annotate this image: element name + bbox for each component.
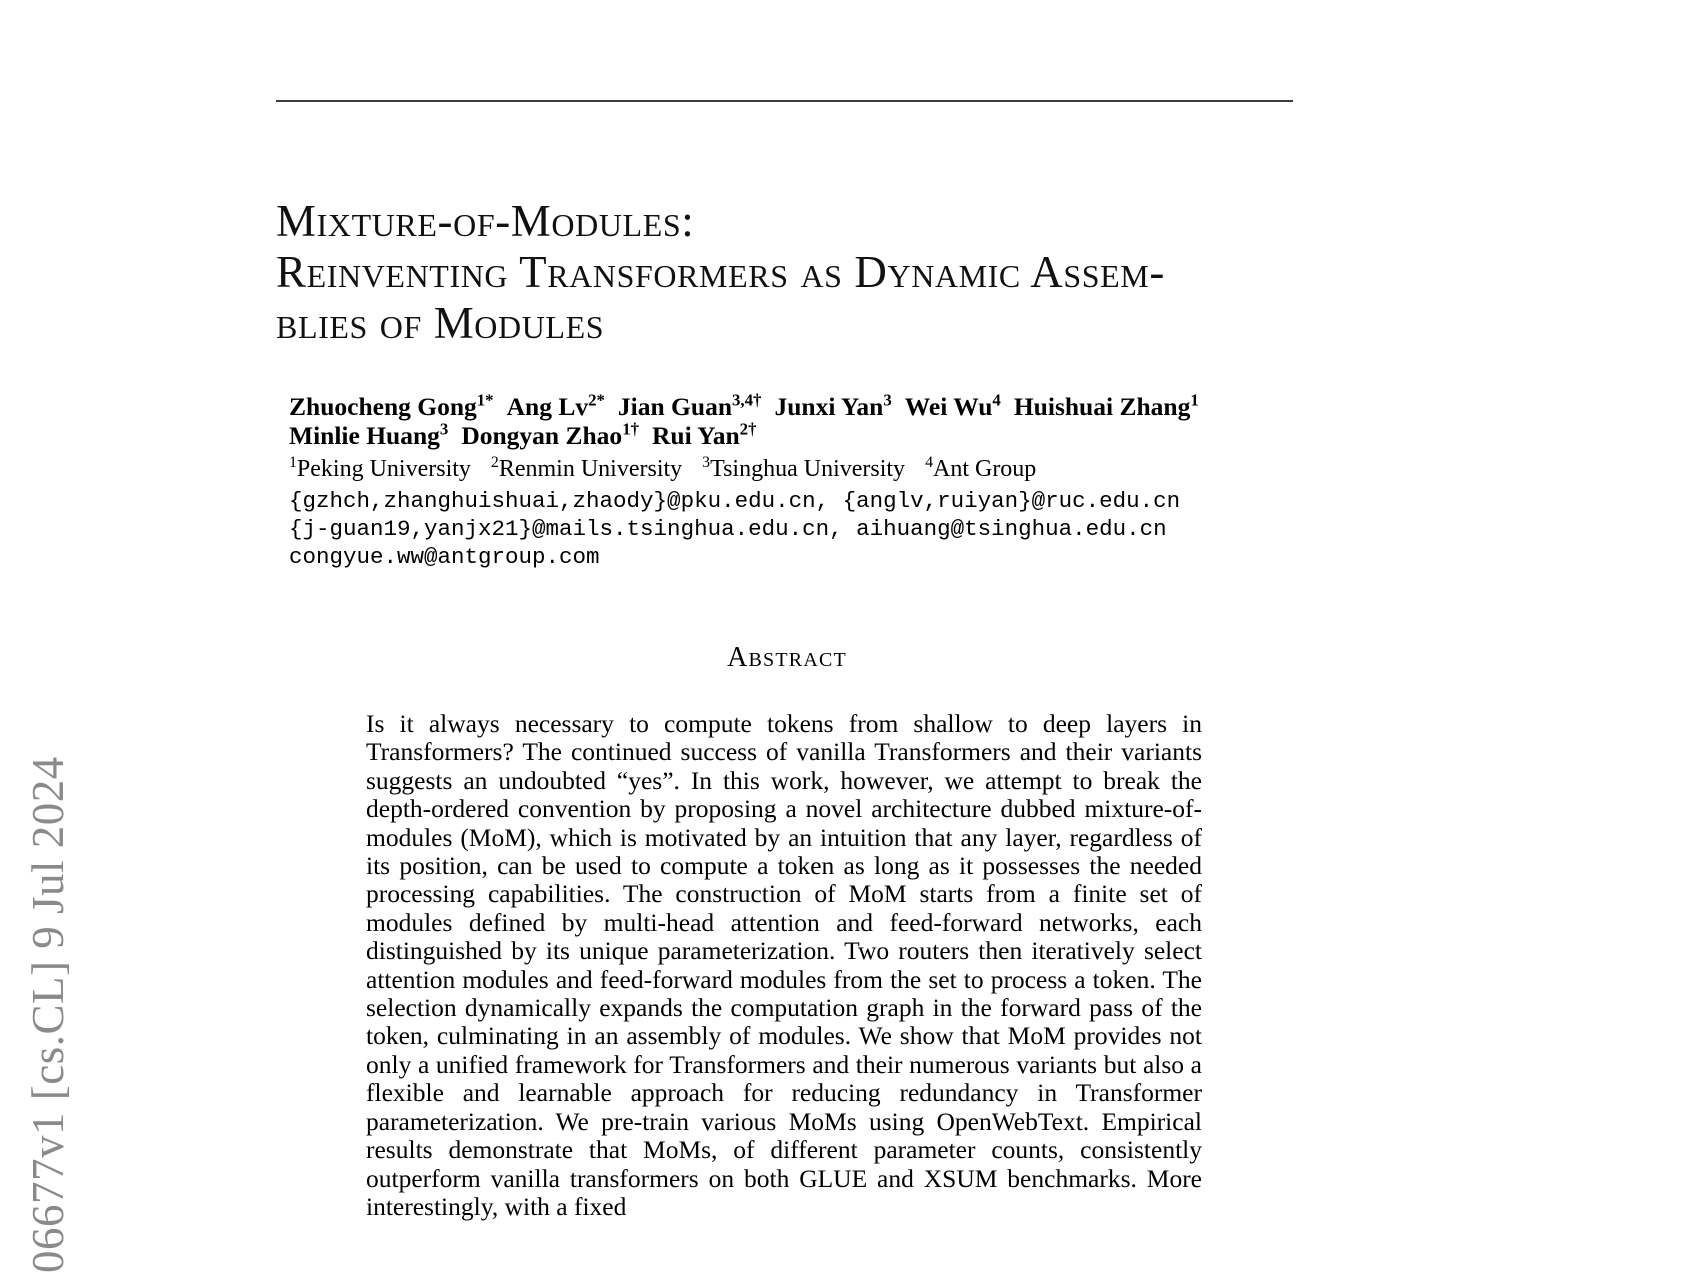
abstract-paragraph: Is it always necessary to compute tokens from shallow to deep layers in Transformers? The continued success of vanilla Transformers and their variants suggests an undoubted “yes”. In this work, however, we attempt to break the depth-ordered convention by proposing a novel architecture dubbed mixture-of-modules (MoM), which is motivated by an intuition that any layer, regardless of its position, can be used to compute a token as long as it possesses the needed processing capabilities. The construction of MoM starts from a finite set of modules defined by multi-head attention and feed-forward networks, each distinguished by its unique parameterization. Two routers then iteratively select attention modules and feed-forward modules from the set to process a token. The selection dynamically expands the computation graph in the forward pass of the token, culminating in an assembly of modules. We show that MoM provides not only a unified framework for Transformers and their numerous variants but also a flexible and learnable approach for reducing redundancy in Transformer parameterization. We pre-train various MoMs using OpenWebText. Empirical results demonstrate that MoMs, of different parameter counts, consistently outperform vanilla transformers on both GLUE and XSUM benchmarks. More interestingly, with a fixed (366, 709, 1202, 1221)
author-name: Minlie Huang (289, 421, 440, 450)
author-affiliation-marker: 1* (476, 390, 494, 410)
header-rule (276, 100, 1293, 102)
title-line-1: Mixture-of-Modules: (276, 196, 695, 246)
affiliation-name: Peking University (296, 456, 471, 482)
title-line-3: blies of Modules (276, 298, 605, 348)
email-line-2[interactable]: {j-guan19,yanjx21}@mails.tsinghua.edu.cn, aihuang@tsinghua.edu.cn (289, 516, 1167, 542)
email-line-3[interactable]: congyue.ww@antgroup.com (289, 544, 600, 570)
author-name: Junxi Yan (774, 392, 884, 421)
title-line-2: Reinventing Transformers as Dynamic Assem- (276, 247, 1165, 297)
affiliation-marker: 1 (289, 454, 297, 471)
abstract-body (366, 710, 1202, 1221)
email-block (289, 487, 1299, 571)
author-block (289, 392, 1299, 571)
abstract-heading: Abstract (727, 642, 847, 673)
affiliation-name: Renmin University (498, 456, 683, 482)
author-name: Huishuai Zhang (1013, 392, 1191, 421)
author-affiliation-marker: 3 (883, 390, 892, 410)
author-affiliation-marker: 3 (439, 419, 449, 439)
email-line-1[interactable]: {gzhch,zhanghuishuai,zhaody}@pku.edu.cn, {anglv,ruiyan}@ruc.edu.cn (289, 488, 1181, 514)
author-affiliation-marker: 1 (1190, 390, 1199, 410)
affiliation-name: Tsinghua University (710, 456, 906, 482)
author-affiliation-marker: 3,4† (732, 390, 762, 410)
affiliation-line (289, 454, 1299, 484)
author-name: Dongyan Zhao (461, 421, 623, 450)
author-line-1 (289, 392, 1299, 421)
author-affiliation-marker: 4 (992, 390, 1001, 410)
author-affiliation-marker: 2* (588, 390, 605, 410)
author-name: Jian Guan (617, 392, 732, 421)
author-line-2 (289, 421, 1299, 450)
author-affiliation-marker: 1† (622, 419, 640, 439)
author-name: Zhuocheng Gong (289, 392, 477, 421)
author-name: Ang Lv (506, 392, 589, 421)
affiliation-marker: 2 (490, 454, 499, 471)
author-affiliation-marker: 2† (739, 419, 757, 439)
paper-title (276, 196, 1298, 349)
affiliation-marker: 3 (702, 454, 711, 471)
affiliation-marker: 4 (925, 454, 933, 471)
author-name: Rui Yan (652, 421, 740, 450)
arxiv-stamp-text: 06677v1 [cs.CL] 9 Jul 2024 (23, 756, 73, 1273)
author-name: Wei Wu (904, 392, 993, 421)
affiliation-name: Ant Group (932, 456, 1037, 482)
